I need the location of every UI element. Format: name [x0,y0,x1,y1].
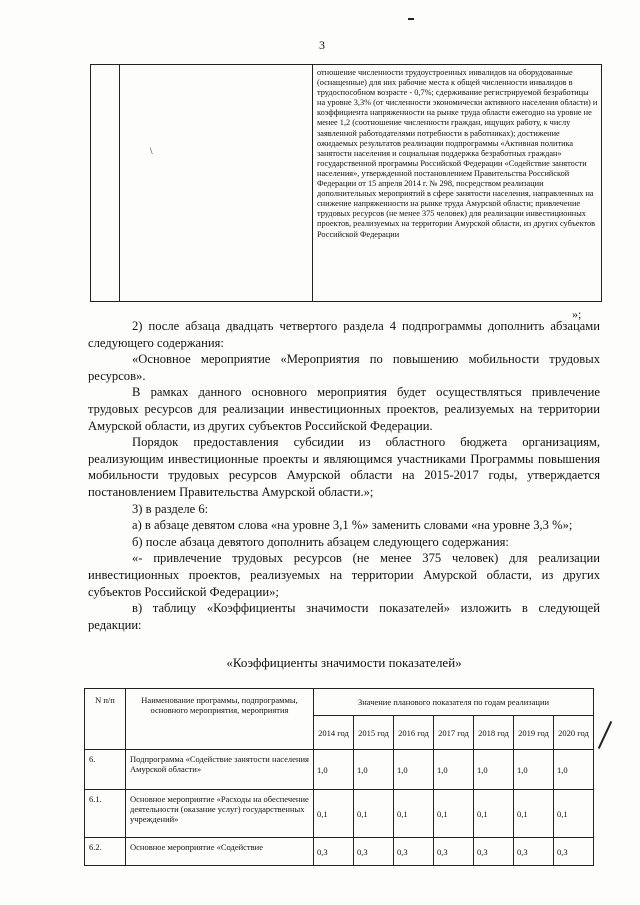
row-value: 1,0 [434,750,474,790]
row-value: 1,0 [354,750,394,790]
row-value: 0,3 [514,838,554,866]
table-cell-empty [91,65,120,302]
document-body [88,318,600,633]
row-value: 0,3 [354,838,394,866]
row-value: 0,3 [394,838,434,866]
header-year: 2017 год [434,716,474,750]
row-value: 1,0 [394,750,434,790]
table-row [85,790,594,838]
row-value: 0,3 [554,838,594,866]
row-name: Основное мероприятие «Содействие [126,838,314,866]
header-year: 2019 год [514,716,554,750]
row-value: 0,1 [314,790,354,838]
table-cell-results-text: отношение численности трудоустроенных инвалидов на оборудованные (оснащенные) для них рабочие места к общей численности инвалидов в трудоспособном возрасте - 0,7%; сдерживание регистрируемой безработицы на уровне 3,3% (от численности экономически активного населения области) и коэффициента напряженности на рынке труда области ежегодно на уровне не менее 1,2 (соотношение численности граждан, ищущих работу, к числу заявленной работодателями потребности в работниках); достижение ожидаемых результатов реализации подпрограммы «Активная политика занятости населения и социальная поддержка безработных граждан» государственной программы Российской Федерации «Содействие занятости населения», утвержденной постановлением Правительства Российской Федерации от 15 апреля 2014 г. № 298, посредством реализации дополнительных мероприятий в сфере занятости населения, направленных на снижение напряженности на рынке труда Амурской области; привлечение трудовых ресурсов (не менее 375 человек) для реализации инвестиционных проектов, реализуемых на территории Амурской области, из других субъектов Российской Федерации [313,65,602,302]
continued-table [90,64,602,302]
paragraph: 2) после абзаца двадцать четвертого раздела 4 подпрограммы дополнить абзацами следующего содержания: [88,319,600,350]
row-name: Подпрограмма «Содействие занятости населения Амурской области» [126,750,314,790]
table-cell-empty [120,65,313,302]
paragraph: «Основное мероприятие «Мероприятия по повышению мобильности трудовых ресурсов». [88,352,600,383]
header-year: 2014 год [314,716,354,750]
row-value: 1,0 [554,750,594,790]
header-year: 2018 год [474,716,514,750]
row-value: 0,1 [514,790,554,838]
row-value: 1,0 [514,750,554,790]
row-value: 0,3 [434,838,474,866]
coefficients-table [84,688,594,866]
paragraph: Порядок предоставления субсидии из областного бюджета организациям, реализующим инвестиционные проекты и являющимся участниками Программы повышения мобильности трудовых ресурсов Амурской области на 2015-2017 годы, утверждается постановлением Правительства Амурской области.»; [88,435,600,499]
paragraph: а) в абзаце девятом слова «на уровне 3,1 %» заменить словами «на уровне 3,3 %»; [132,518,573,533]
paragraph: «- привлечение трудовых ресурсов (не менее 375 человек) для реализации инвестиционных проектов, реализуемых на территории Амурской области, из других субъектов Российской Федерации»; [88,551,600,599]
paragraph: 3) в разделе 6: [132,501,209,516]
row-value: 0,3 [474,838,514,866]
header-name: Наименование программы, подпрограммы, основного мероприятия, мероприятия [126,689,314,750]
row-value: 1,0 [474,750,514,790]
stray-mark: \ [150,146,153,156]
row-name: Основное мероприятие «Расходы на обеспечение деятельности (оказание услуг) государственных учреждений» [126,790,314,838]
row-number: 6.1. [85,790,126,838]
row-number: 6.2. [85,838,126,866]
header-num: N п/п [85,689,126,750]
row-value: 0,1 [354,790,394,838]
row-number: 6. [85,750,126,790]
paragraph: В рамках данного основного мероприятия будет осуществляться привлечение трудовых ресурсов для реализации инвестиционных проектов, реализуемых на территории Амурской области, из других субъектов Российской Федерации. [88,385,600,433]
header-year: 2016 год [394,716,434,750]
closing-quote: »; [572,307,582,321]
paragraph: в) таблицу «Коэффициенты значимости показателей» изложить в следующей редакции: [88,601,600,632]
row-value: 1,0 [314,750,354,790]
row-value: 0,3 [314,838,354,866]
header-year: 2015 год [354,716,394,750]
row-value: 0,1 [474,790,514,838]
table-title: «Коэффициенты значимости показателей» [226,655,462,670]
paragraph: б) после абзаца девятого дополнить абзацем следующего содержания: [132,534,509,549]
table-row [85,750,594,790]
row-value: 0,1 [394,790,434,838]
page-number: 3 [319,38,325,52]
row-value: 0,1 [554,790,594,838]
scan-mark [598,721,612,749]
header-values: Значение планового показателя по годам реализации [314,689,594,716]
scan-mark [408,18,414,20]
row-value: 0,1 [434,790,474,838]
header-year: 2020 год [554,716,594,750]
table-row [85,838,594,866]
